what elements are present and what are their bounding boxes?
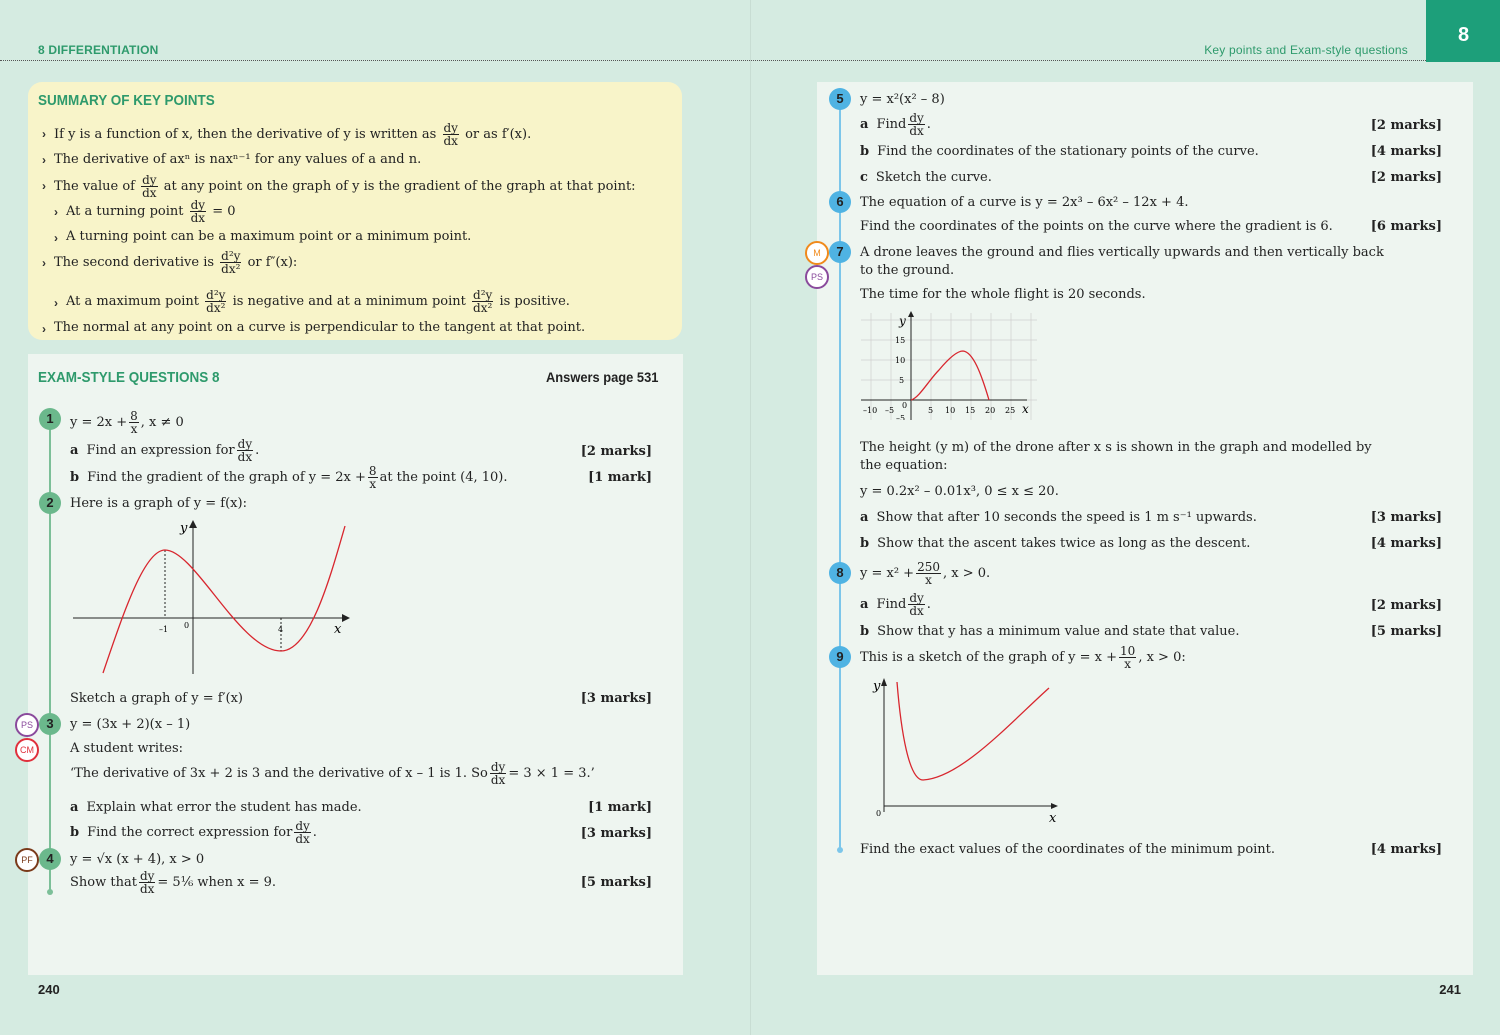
x-axis-arrow-icon <box>1051 803 1058 809</box>
x-tick-20: 20 <box>985 406 996 415</box>
drone-height-graph <box>859 308 1039 420</box>
fraction: $\frac{dy}{dx}$ <box>139 869 155 896</box>
bullet-icon: › <box>42 256 46 270</box>
key-point-4: At a turning point $\frac{dy}{dx}$ = 0 <box>66 198 236 225</box>
q1-stem: y = 2x + $\frac{8}{x}$ , x ≠ 0 <box>70 409 184 436</box>
question-rail <box>49 420 51 892</box>
fraction: $\frac{dy}{dx}$ <box>909 111 924 138</box>
q6-task: Find the coordinates of the points on the curve where the gradient is 6. <box>860 219 1333 234</box>
q3a-marks: [1 mark] <box>588 800 652 815</box>
y-axis-arrow-icon <box>189 520 197 528</box>
q4-stem: y = √x (x + 4), x > 0 <box>70 852 205 867</box>
q7-stem-3: The time for the whole flight is 20 seconds. <box>860 287 1146 302</box>
question-number-5: 5 <box>829 88 851 110</box>
cubic-curve <box>103 526 345 673</box>
q7-text-1: The height (y m) of the drone after x s is shown in the graph and modelled by <box>860 440 1372 455</box>
y-tick-10: 10 <box>895 356 906 365</box>
q5b: b Find the coordinates of the stationary points of the curve. <box>860 144 1259 159</box>
q6-stem: The equation of a curve is y = 2x³ – 6x² – 12x + 4. <box>860 195 1189 210</box>
ps-badge-icon: PS <box>805 265 829 289</box>
q1a: a Find an expression for $\frac{dy}{dx}$ . <box>70 437 260 464</box>
x-axis-label: x <box>1049 811 1057 826</box>
header-rule <box>751 60 1426 61</box>
q7b-marks: [4 marks] <box>1370 536 1442 551</box>
fraction: $\frac{8}{x}$ <box>368 464 377 491</box>
q9-marks: [4 marks] <box>1370 842 1442 857</box>
question-number-9: 9 <box>829 646 851 668</box>
drone-height-curve <box>911 351 989 400</box>
key-point-7: At a maximum point $\frac{\text{d²y}}{\text{dx²}}$ is negative and at a minimum point $\frac{\text{d²y}}{\text{dx²}}$ is positive. <box>66 288 570 315</box>
pf-badge-icon: PF <box>15 848 39 872</box>
question-number-3: 3 <box>39 713 61 735</box>
graph-grid <box>861 313 1037 420</box>
y-axis-label: y <box>873 679 881 694</box>
fraction: $\frac{10}{x}$ <box>1120 644 1136 671</box>
q5a-marks: [2 marks] <box>1370 118 1442 133</box>
question-number-7: 7 <box>829 241 851 263</box>
q8b-marks: [5 marks] <box>1370 624 1442 639</box>
fraction: $\frac{dy}{dx}$ <box>909 591 924 618</box>
fraction: $\frac{250}{x}$ <box>917 560 940 587</box>
question-number-8: 8 <box>829 562 851 584</box>
q6-marks: [6 marks] <box>1370 219 1442 234</box>
key-point-5: A turning point can be a maximum point or a minimum point. <box>66 229 472 244</box>
q5c: c Sketch the curve. <box>860 170 992 185</box>
question-number-1: 1 <box>39 408 61 430</box>
exam-title: EXAM-STYLE QUESTIONS 8 <box>38 369 220 386</box>
q2-task: Sketch a graph of y = f′(x) <box>70 691 243 706</box>
bullet-icon: › <box>42 179 46 193</box>
q5c-marks: [2 marks] <box>1370 170 1442 185</box>
page-number: 240 <box>38 982 60 997</box>
ps-badge-icon: PS <box>15 713 39 737</box>
fraction: $\frac{dy}{dx}$ <box>190 198 206 225</box>
q8a: a Find $\frac{dy}{dx}$ . <box>860 591 931 618</box>
fraction: $\frac{dy}{dx}$ <box>443 121 458 148</box>
x-tick-0: 0 <box>902 401 908 410</box>
q5a: a Find $\frac{dy}{dx}$ . <box>860 111 931 138</box>
q3-quote: ‘The derivative of 3x + 2 is 3 and the derivative of x – 1 is 1. So $\frac{dy}{dx}$ = 3 × 1 = 3.’ <box>70 760 595 787</box>
q8a-marks: [2 marks] <box>1370 598 1442 613</box>
x-tick-15: 15 <box>965 406 976 415</box>
chapter-tab: 8 <box>1426 0 1500 62</box>
q4-task: Show that $\frac{dy}{dx}$ = 5⅙ when x = 9. <box>70 869 277 896</box>
reciprocal-curve <box>897 682 1049 780</box>
rail-end-dot <box>837 847 843 853</box>
tick-label-4: 4 <box>278 625 284 634</box>
chapter-header: 8 DIFFERENTIATION <box>38 43 159 57</box>
q8b: b Show that y has a minimum value and state that value. <box>860 624 1240 639</box>
key-point-1: If y is a function of x, then the derivative of y is written as $\frac{dy}{dx}$ or as f′(x). <box>54 121 532 148</box>
header-rule <box>0 60 750 61</box>
x-tick-neg10: –10 <box>863 406 878 415</box>
section-header: Key points and Exam-style questions <box>1204 43 1408 57</box>
y-axis-arrow-icon <box>881 678 887 686</box>
q2-stem: Here is a graph of y = f(x): <box>70 496 247 511</box>
bullet-icon: › <box>54 205 58 219</box>
q7a: a Show that after 10 seconds the speed is 1 m s⁻¹ upwards. <box>860 510 1257 525</box>
cubic-graph <box>70 518 355 680</box>
y-tick-neg5: –5 <box>896 414 906 420</box>
rail-end-dot <box>47 889 53 895</box>
x-tick-10: 10 <box>945 406 956 415</box>
summary-title: SUMMARY OF KEY POINTS <box>38 92 215 109</box>
bullet-icon: › <box>42 322 46 336</box>
origin-label: 0 <box>184 621 190 630</box>
y-axis-label: y <box>899 314 906 328</box>
page-number: 241 <box>1439 982 1461 997</box>
key-point-2: The derivative of axⁿ is naxⁿ⁻¹ for any values of a and n. <box>54 152 422 167</box>
x-axis-label: x <box>1022 402 1029 416</box>
q5-stem: y = x²(x² – 8) <box>860 92 945 107</box>
fraction: $\frac{\text{d²y}}{\text{dx²}}$ <box>206 288 226 315</box>
q3b: b Find the correct expression for $\frac{dy}{dx}$ . <box>70 819 317 846</box>
q7-equation: y = 0.2x² – 0.01x³, 0 ≤ x ≤ 20. <box>860 484 1059 499</box>
q3b-marks: [3 marks] <box>580 826 652 841</box>
bullet-icon: › <box>54 296 58 310</box>
q7-stem-2: to the ground. <box>860 263 955 278</box>
fraction: $\frac{dy}{dx}$ <box>142 173 157 200</box>
fraction: $\frac{\text{d²y}}{\text{dx²}}$ <box>221 249 241 276</box>
fraction: $\frac{\text{d²y}}{\text{dx²}}$ <box>473 288 493 315</box>
y-tick-5: 5 <box>899 376 905 385</box>
question-number-6: 6 <box>829 191 851 213</box>
q5b-marks: [4 marks] <box>1370 144 1442 159</box>
x-axis-label: x <box>334 622 342 637</box>
q7-text-2: the equation: <box>860 458 948 473</box>
x-axis-arrow-icon <box>342 614 350 622</box>
y-axis-arrow-icon <box>908 311 914 317</box>
q3a: a Explain what error the student has made. <box>70 800 362 815</box>
q9-task: Find the exact values of the coordinates of the minimum point. <box>860 842 1276 857</box>
q1b-marks: [1 mark] <box>588 470 652 485</box>
fraction: $\frac{dy}{dx}$ <box>295 819 310 846</box>
cm-badge-icon: CM <box>15 738 39 762</box>
q4-marks: [5 marks] <box>580 875 652 890</box>
q1a-marks: [2 marks] <box>580 444 652 459</box>
q1b: b Find the gradient of the graph of y = 2x + $\frac{8}{x}$ at the point (4, 10). <box>70 464 508 491</box>
q9-stem: This is a sketch of the graph of y = x + $\frac{10}{x}$ , x > 0: <box>860 644 1186 671</box>
question-number-2: 2 <box>39 492 61 514</box>
q3-line2: A student writes: <box>70 741 184 756</box>
key-point-8: The normal at any point on a curve is perpendicular to the tangent at that point. <box>54 320 586 335</box>
q8-stem: y = x² + $\frac{250}{x}$ , x > 0. <box>860 560 991 587</box>
y-axis-label: y <box>180 521 188 536</box>
tick-label-neg1: –1 <box>159 625 169 634</box>
x-tick-neg5: –5 <box>885 406 895 415</box>
q7a-marks: [3 marks] <box>1370 510 1442 525</box>
fraction: $\frac{dy}{dx}$ <box>237 437 253 464</box>
m-badge-icon: M <box>805 241 829 265</box>
q7b: b Show that the ascent takes twice as long as the descent. <box>860 536 1251 551</box>
answers-reference: Answers page 531 <box>546 369 659 385</box>
q2-marks: [3 marks] <box>580 691 652 706</box>
fraction: $\frac{8}{x}$ <box>130 409 138 436</box>
key-point-3: The value of $\frac{dy}{dx}$ at any point on the graph of y is the gradient of the graph at that point: <box>54 173 636 200</box>
q7-stem-1: A drone leaves the ground and flies vertically upwards and then vertically back <box>860 245 1384 260</box>
bullet-icon: › <box>42 127 46 141</box>
reciprocal-graph <box>861 672 1061 827</box>
bullet-icon: › <box>42 153 46 167</box>
bullet-icon: › <box>54 231 58 245</box>
right-page <box>750 0 1500 1035</box>
y-tick-15: 15 <box>895 336 906 345</box>
x-tick-25: 25 <box>1005 406 1016 415</box>
fraction: $\frac{dy}{dx}$ <box>490 760 506 787</box>
x-tick-5: 5 <box>928 406 934 415</box>
q3-stem: y = (3x + 2)(x – 1) <box>70 717 191 732</box>
origin-label: 0 <box>876 809 882 818</box>
key-point-6: The second derivative is $\frac{\text{d²y}}{\text{dx²}}$ or f″(x): <box>54 249 298 276</box>
question-number-4: 4 <box>39 848 61 870</box>
